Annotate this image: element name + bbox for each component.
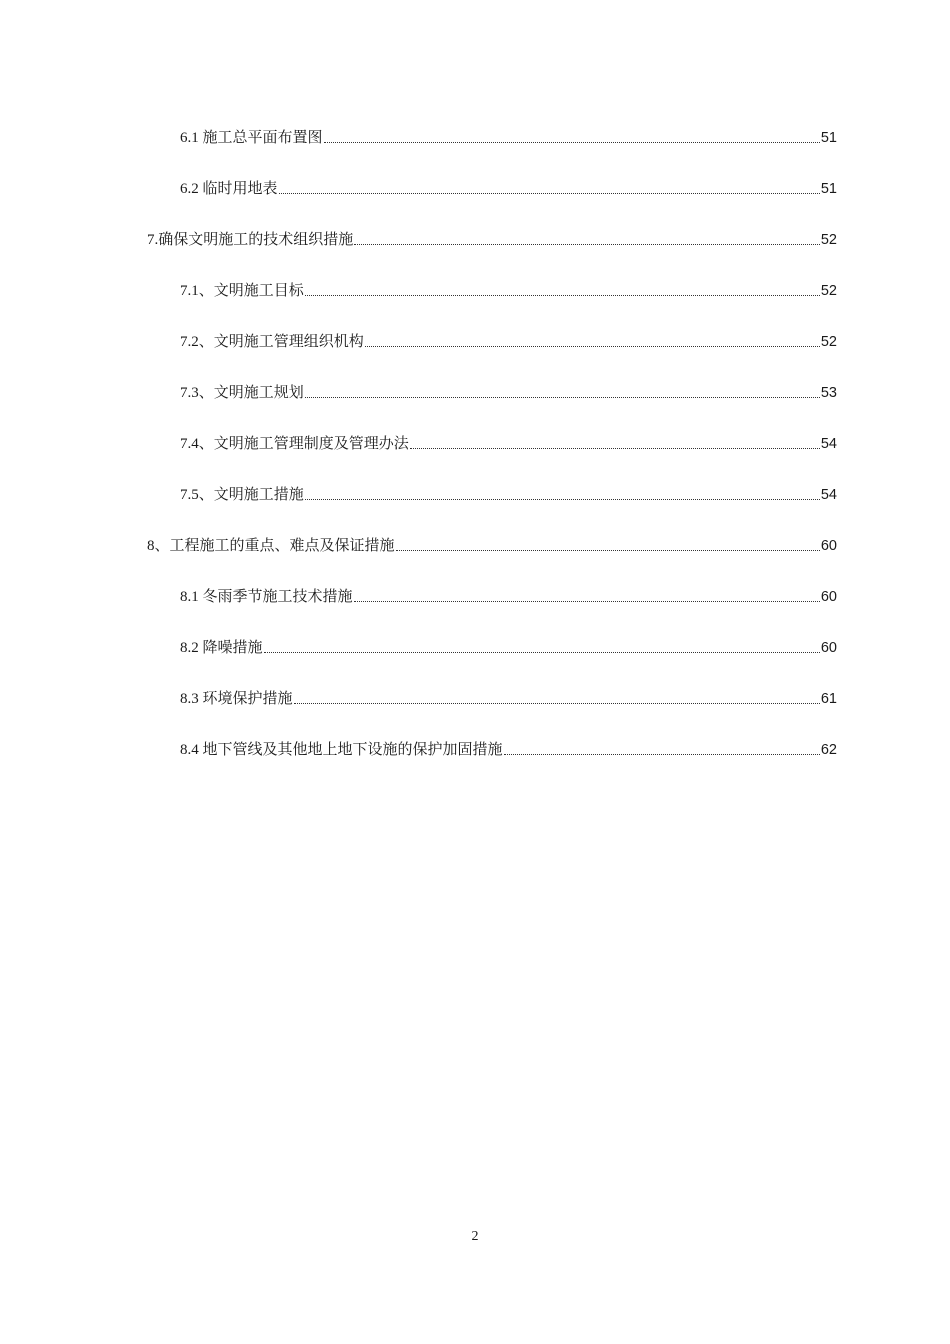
toc-entry-page: 54	[820, 436, 837, 452]
toc-entry-8-2[interactable]	[180, 636, 837, 658]
toc-entry-page: 53	[820, 385, 837, 401]
toc-entry-7-3[interactable]	[180, 381, 837, 403]
page-number: 2	[471, 1229, 479, 1244]
toc-dot-leader	[305, 295, 820, 296]
toc-entry-title: 7.3、文明施工规划	[180, 385, 304, 401]
toc-entry-page: 62	[820, 742, 837, 758]
toc-entry-8-3[interactable]	[180, 687, 837, 709]
toc-entry-6-2[interactable]	[180, 177, 837, 199]
toc-entry-page: 51	[820, 130, 837, 146]
toc-entry-title: 6.1 施工总平面布置图	[180, 130, 323, 146]
toc-dot-leader	[279, 193, 820, 194]
toc-entry-8[interactable]	[147, 534, 837, 556]
toc-dot-leader	[264, 652, 820, 653]
toc-entry-8-4[interactable]	[180, 738, 837, 760]
toc-entry-page: 52	[820, 283, 837, 299]
toc-entry-title: 7.4、文明施工管理制度及管理办法	[180, 436, 409, 452]
toc-entry-page: 60	[820, 589, 837, 605]
toc-entry-7-4[interactable]	[180, 432, 837, 454]
toc-entry-title: 8.3 环境保护措施	[180, 691, 293, 707]
toc-entry-title: 7.2、文明施工管理组织机构	[180, 334, 364, 350]
toc-dot-leader	[305, 499, 820, 500]
toc-entry-page: 60	[820, 538, 837, 554]
toc-dot-leader	[410, 448, 820, 449]
toc-dot-leader	[324, 142, 820, 143]
toc-dot-leader	[305, 397, 820, 398]
toc-entry-title: 6.2 临时用地表	[180, 181, 278, 197]
toc-dot-leader	[294, 703, 820, 704]
toc-entry-page: 52	[820, 334, 837, 350]
toc-entry-page: 54	[820, 487, 837, 503]
toc-entry-title: 7.5、文明施工措施	[180, 487, 304, 503]
toc-entry-7-2[interactable]	[180, 330, 837, 352]
toc-entry-title: 8.2 降噪措施	[180, 640, 263, 656]
toc-dot-leader	[365, 346, 820, 347]
toc-entry-title: 8、工程施工的重点、难点及保证措施	[147, 538, 395, 554]
toc-entry-6-1[interactable]	[180, 126, 837, 148]
toc-entry-7[interactable]	[147, 228, 837, 250]
toc-dot-leader	[354, 244, 820, 245]
toc-entry-page: 61	[820, 691, 837, 707]
toc-dot-leader	[504, 754, 820, 755]
toc-dot-leader	[396, 550, 820, 551]
toc-entry-page: 51	[820, 181, 837, 197]
toc-entry-title: 8.4 地下管线及其他地上地下设施的保护加固措施	[180, 742, 503, 758]
toc-entry-page: 60	[820, 640, 837, 656]
toc-entry-7-1[interactable]	[180, 279, 837, 301]
toc-entry-page: 52	[820, 232, 837, 248]
toc-entry-8-1[interactable]	[180, 585, 837, 607]
toc-entry-title: 8.1 冬雨季节施工技术措施	[180, 589, 353, 605]
toc-dot-leader	[354, 601, 820, 602]
toc-entry-title: 7.1、文明施工目标	[180, 283, 304, 299]
toc-entry-7-5[interactable]	[180, 483, 837, 505]
toc-entry-title: 7.确保文明施工的技术组织措施	[147, 232, 354, 248]
